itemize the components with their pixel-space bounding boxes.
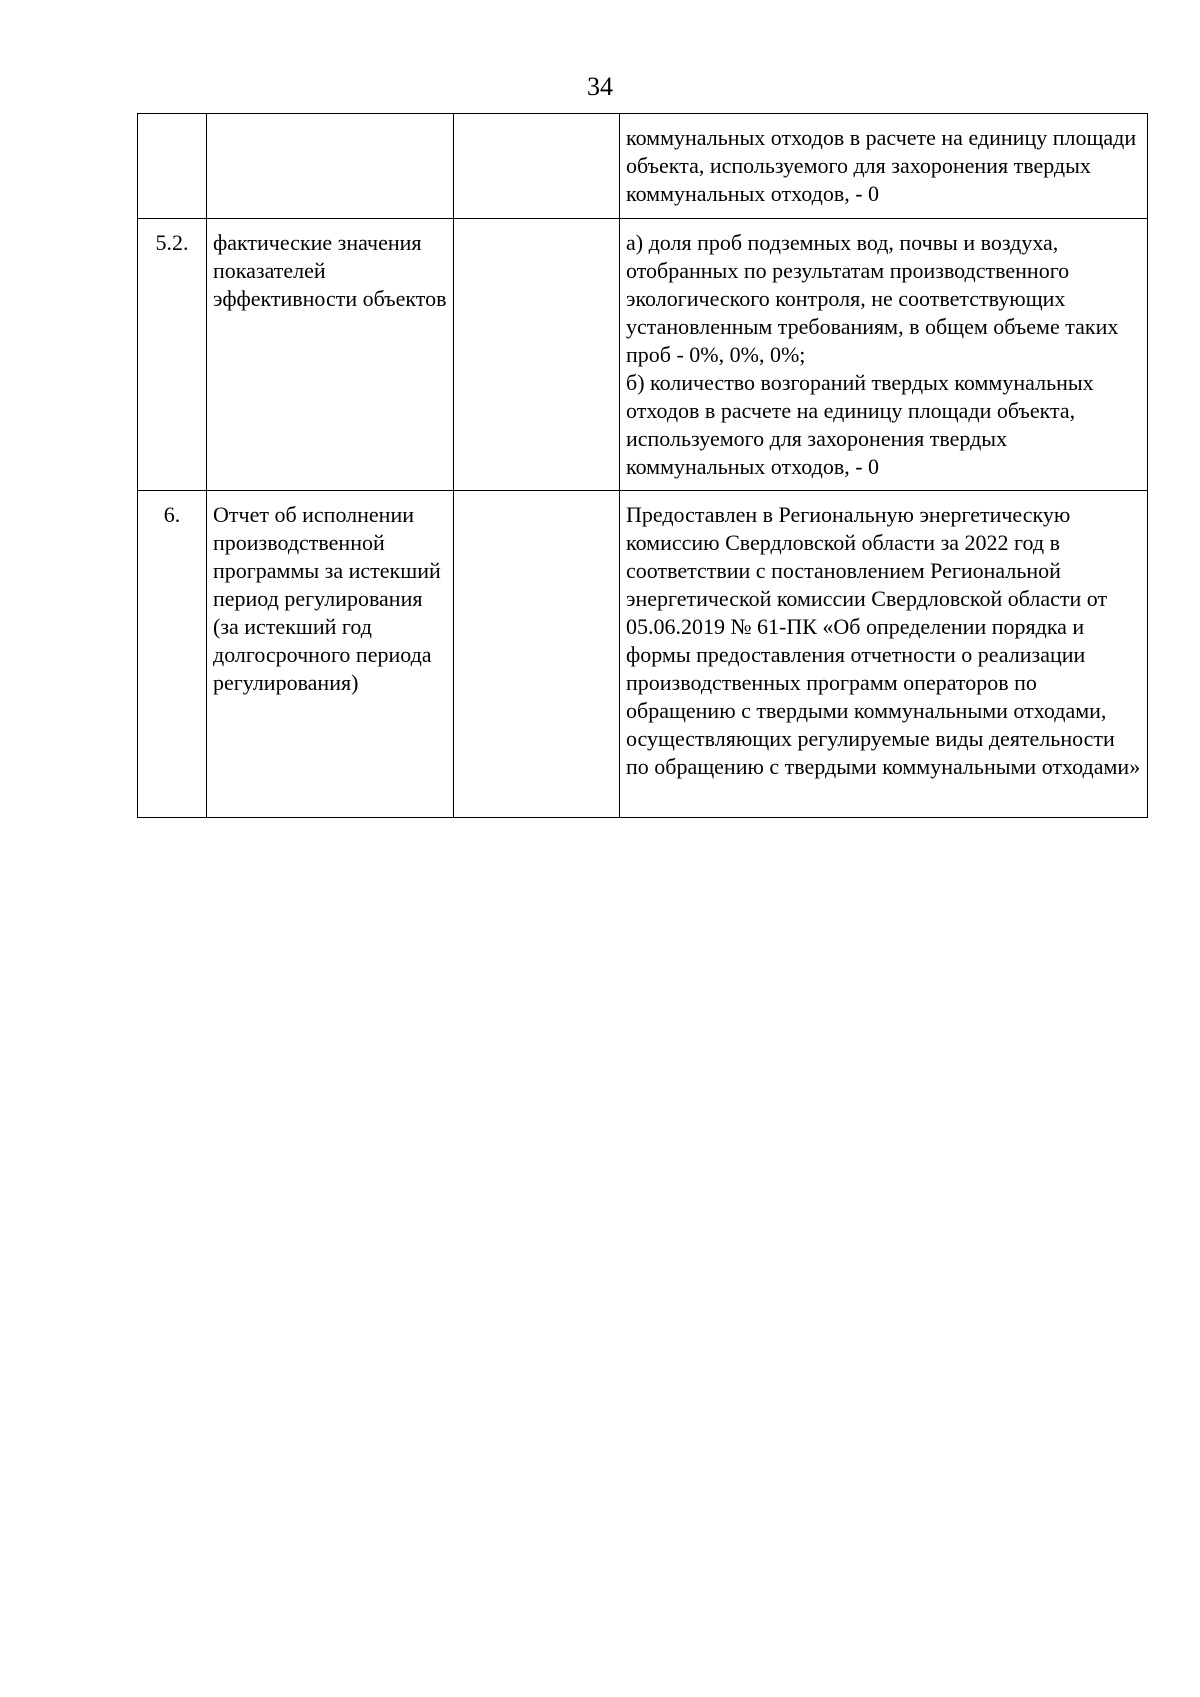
row-value: Предоставлен в Региональную энергетическую комиссию Свердловской области за 2022 год в соответствии с постановлением Региональной энергетической комиссии Свердловской области от 05.06.2019 № 61-ПК «Об определении порядка и формы предоставления отчетности о реализации производственных программ операторов по обращению с твердыми коммунальными отходами, осуществляющих регулируемые виды деятельности по обращению с твердыми коммунальными отходами» <box>620 491 1148 818</box>
row-number <box>138 114 207 219</box>
program-table <box>137 113 1148 818</box>
row-indicator-name <box>207 114 454 219</box>
table-row <box>138 114 1148 219</box>
table-row <box>138 219 1148 491</box>
row-value: коммунальных отходов в расчете на единицу площади объекта, используемого для захоронения твердых коммунальных отходов, - 0 <box>620 114 1148 219</box>
row-empty-cell <box>454 114 620 219</box>
row-number: 6. <box>138 491 207 818</box>
row-number: 5.2. <box>138 219 207 491</box>
page-number: 34 <box>587 72 613 101</box>
row-indicator-name: фактические значения показателей эффективности объектов <box>207 219 454 491</box>
row-empty-cell <box>454 219 620 491</box>
row-value: а) доля проб подземных вод, почвы и воздуха, отобранных по результатам производственного экологического контроля, не соответствующих установленным требованиям, в общем объеме таких проб - 0%, 0%, 0%; б) количество возгораний твердых коммунальных отходов в расчете на единицу площади объекта, используемого для захоронения твердых коммунальных отходов, - 0 <box>620 219 1148 491</box>
row-indicator-name: Отчет об исполнении производственной программы за истекший период регулирования (за истекший год долгосрочного периода регулирования) <box>207 491 454 818</box>
table-row <box>138 491 1148 818</box>
row-empty-cell <box>454 491 620 818</box>
